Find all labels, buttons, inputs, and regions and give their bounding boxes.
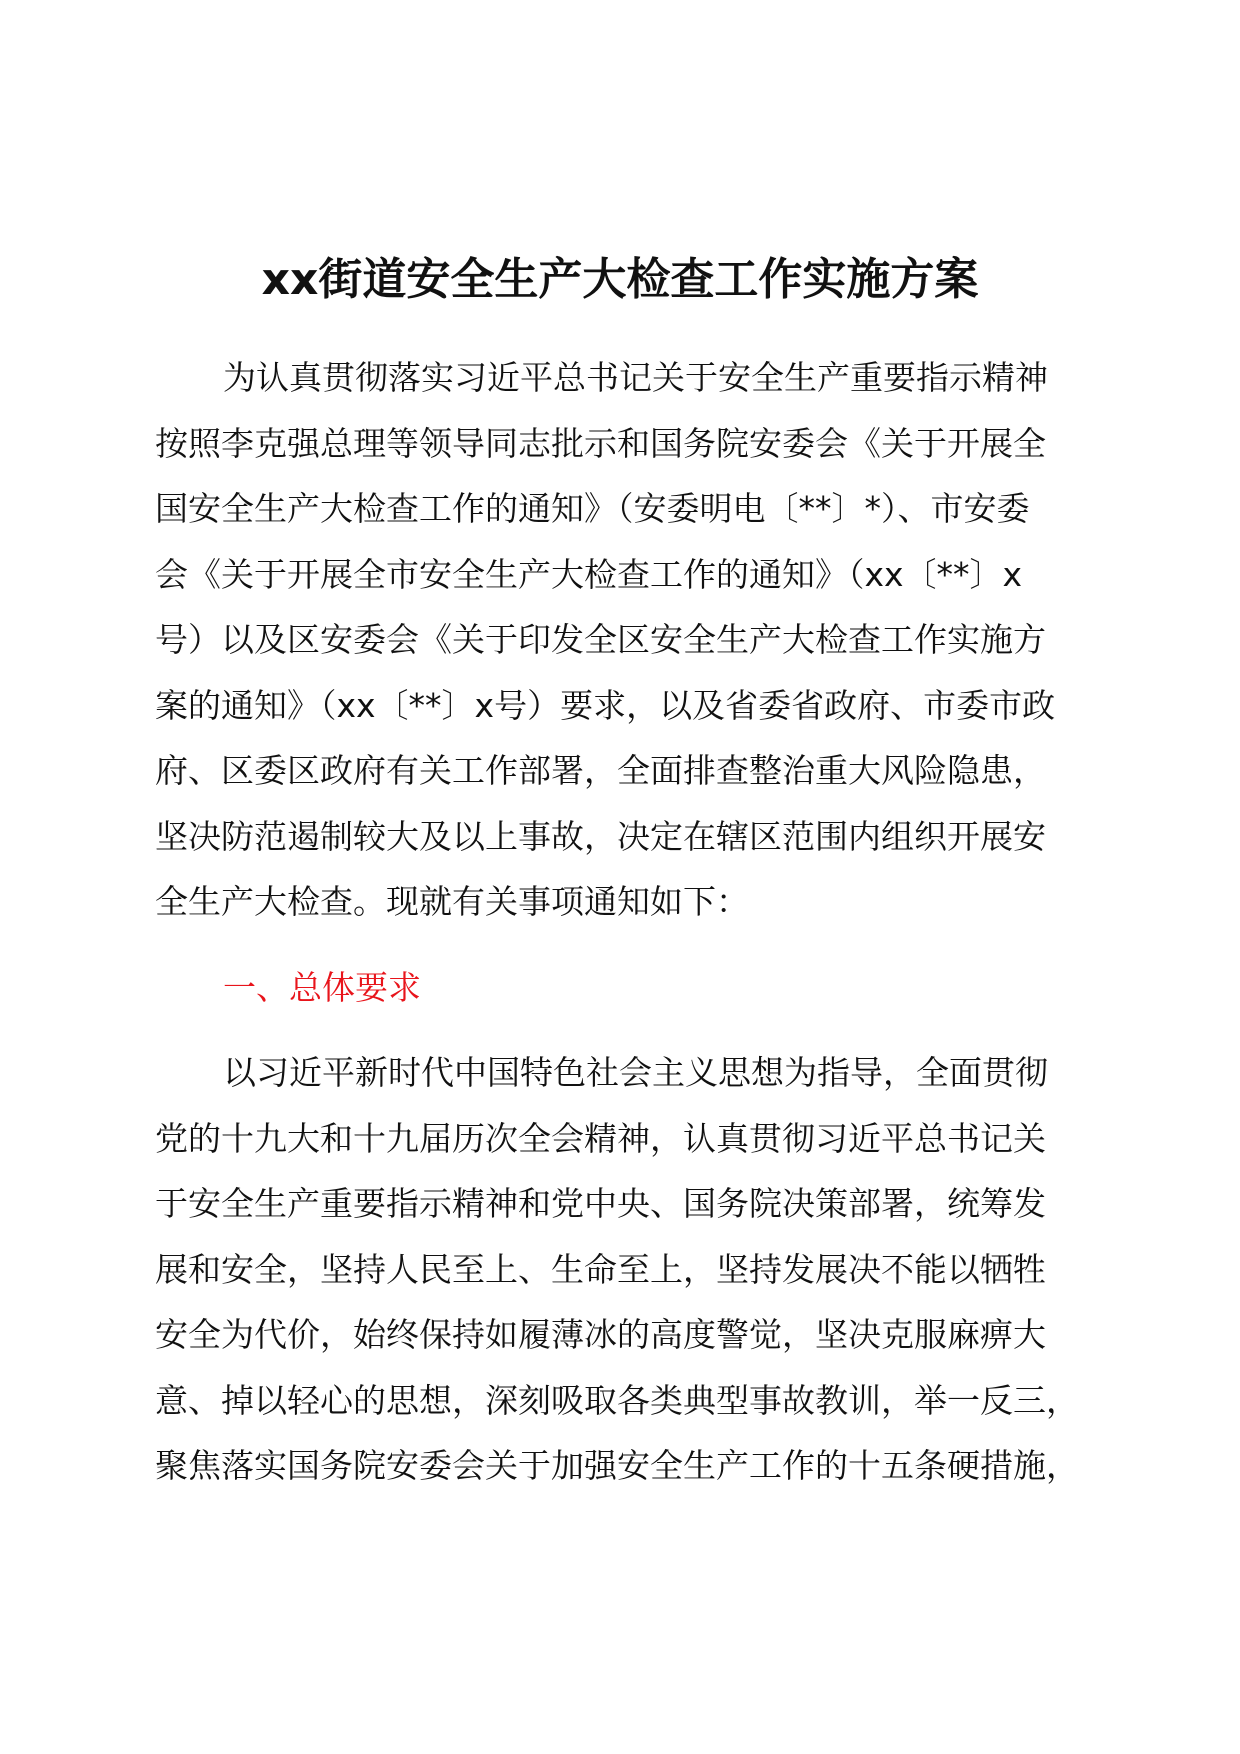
text-line: 全生产大检查。现就有关事项通知如下： [155,882,749,921]
text-line: 国安全生产大检查工作的通知》（安委明电〔**〕*）、市安委 [155,489,1030,528]
text-line: 以习近平新时代中国特色社会主义思想为指导，全面贯彻 [223,1053,1048,1092]
text-line: 于安全生产重要指示精神和党中央、国务院决策部署，统筹发 [155,1184,1046,1223]
text-line: 意、掉以轻心的思想，深刻吸取各类典型事故教训，举一反三， [155,1380,1079,1420]
text-line: 坚决防范遏制较大及以上事故，决定在辖区范围内组织开展安 [155,816,1046,856]
paragraph-general-requirements [155,1040,1105,1499]
document-title: xx街道安全生产大检查工作实施方案 [261,254,979,305]
text-line: 展和安全，坚持人民至上、生命至上，坚持发展决不能以牺牲 [155,1249,1046,1289]
text-line: 按照李克强总理等领导同志批示和国务院安委会《关于开展全 [155,423,1046,463]
text-line: 安全为代价，始终保持如履薄冰的高度警觉，坚决克服麻痹大 [155,1315,1046,1354]
text-line: 号）以及区安委会《关于印发全区安全生产大检查工作实施方 [155,620,1046,659]
text-line: 案的通知》（xx〔**〕x号）要求，以及省委省政府、市委市政 [155,685,1056,725]
text-line: 会《关于开展全市安全生产大检查工作的通知》（xx〔**〕x [155,554,1023,594]
section-heading: 一、总体要求 [223,968,421,1007]
text-line: 府、区委区政府有关工作部署，全面排查整治重大风险隐患， [155,751,1046,790]
text-line: 党的十九大和十九届历次全会精神，认真贯彻习近平总书记关 [155,1118,1046,1158]
text-line: 为认真贯彻落实习近平总书记关于安全生产重要指示精神 [223,358,1048,397]
paragraph-intro [155,345,1105,935]
text-line: 聚焦落实国务院安委会关于加强安全生产工作的十五条硬措施， [155,1446,1079,1485]
